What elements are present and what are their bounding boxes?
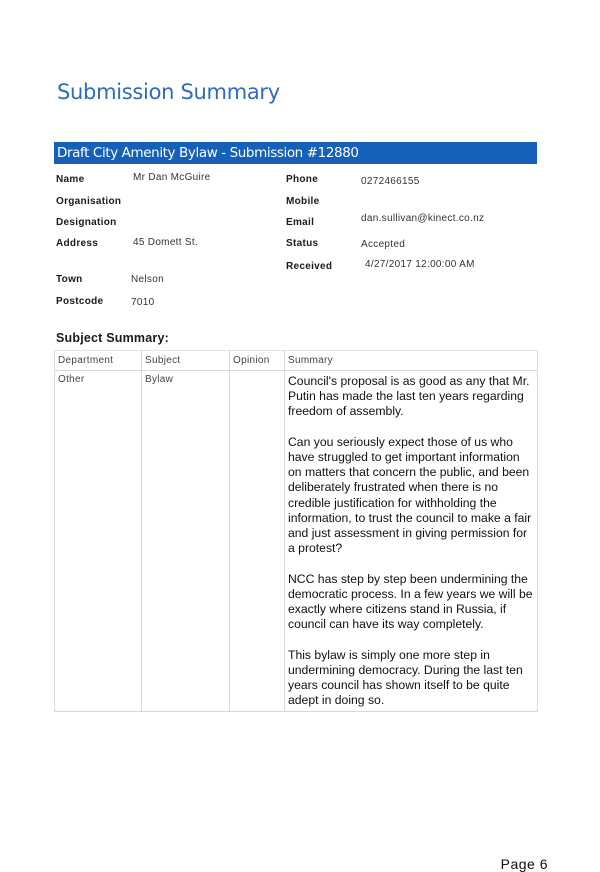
received-label: Received — [286, 261, 333, 272]
table-row — [55, 371, 538, 712]
subject-summary-table — [54, 350, 538, 712]
table-header-row — [55, 351, 538, 371]
postcode-label: Postcode — [56, 296, 104, 307]
page-title: Submission Summary — [57, 80, 280, 104]
status-label: Status — [286, 238, 319, 249]
column-header-department: Department — [55, 351, 142, 371]
summary-cell — [285, 371, 538, 712]
received-value: 4/27/2017 12:00:00 AM — [365, 259, 475, 270]
email-value: dan.sullivan@kinect.co.nz — [361, 213, 485, 224]
address-value: 45 Domett St. — [133, 237, 199, 248]
town-label: Town — [56, 274, 83, 285]
summary-paragraph: Can you seriously expect those of us who have struggled to get important information on matters that concern the public, and been deliberately frustrated when there is no credible justification for withholding the information, to trust the council to make a fair and just assessment in giving permission for a protest? — [288, 434, 532, 556]
column-header-opinion: Opinion — [230, 351, 285, 371]
subject-summary-heading: Subject Summary: — [56, 331, 169, 345]
column-header-subject: Subject — [142, 351, 230, 371]
department-cell: Other — [55, 371, 142, 712]
subject-cell: Bylaw — [142, 371, 230, 712]
name-value: Mr Dan McGuire — [133, 172, 211, 183]
address-label: Address — [56, 238, 99, 249]
opinion-cell — [230, 371, 285, 712]
summary-paragraph: Council's proposal is as good as any that Mr. Putin has made the last ten years regarding freedom of assembly. — [288, 374, 530, 419]
page-number: Page 6 — [500, 856, 548, 872]
mobile-label: Mobile — [286, 196, 320, 207]
summary-paragraph: This bylaw is simply one more step in undermining democracy. During the last ten years council has shown itself to be quite adept in doing so. — [288, 647, 523, 708]
town-value: Nelson — [131, 274, 164, 285]
name-label: Name — [56, 174, 85, 185]
designation-label: Designation — [56, 217, 117, 228]
submission-banner: Draft City Amenity Bylaw - Submission #12880 — [54, 142, 537, 164]
postcode-value: 7010 — [131, 297, 155, 308]
phone-value: 0272466155 — [361, 176, 420, 187]
organisation-label: Organisation — [56, 196, 122, 207]
status-value: Accepted — [361, 239, 406, 250]
column-header-summary: Summary — [285, 351, 538, 371]
email-label: Email — [286, 217, 315, 228]
phone-label: Phone — [286, 174, 319, 185]
summary-paragraph: NCC has step by step been undermining the democratic process. In a few years we will be exactly where citizens stand in Russia, if council can have its way completely. — [288, 571, 533, 632]
